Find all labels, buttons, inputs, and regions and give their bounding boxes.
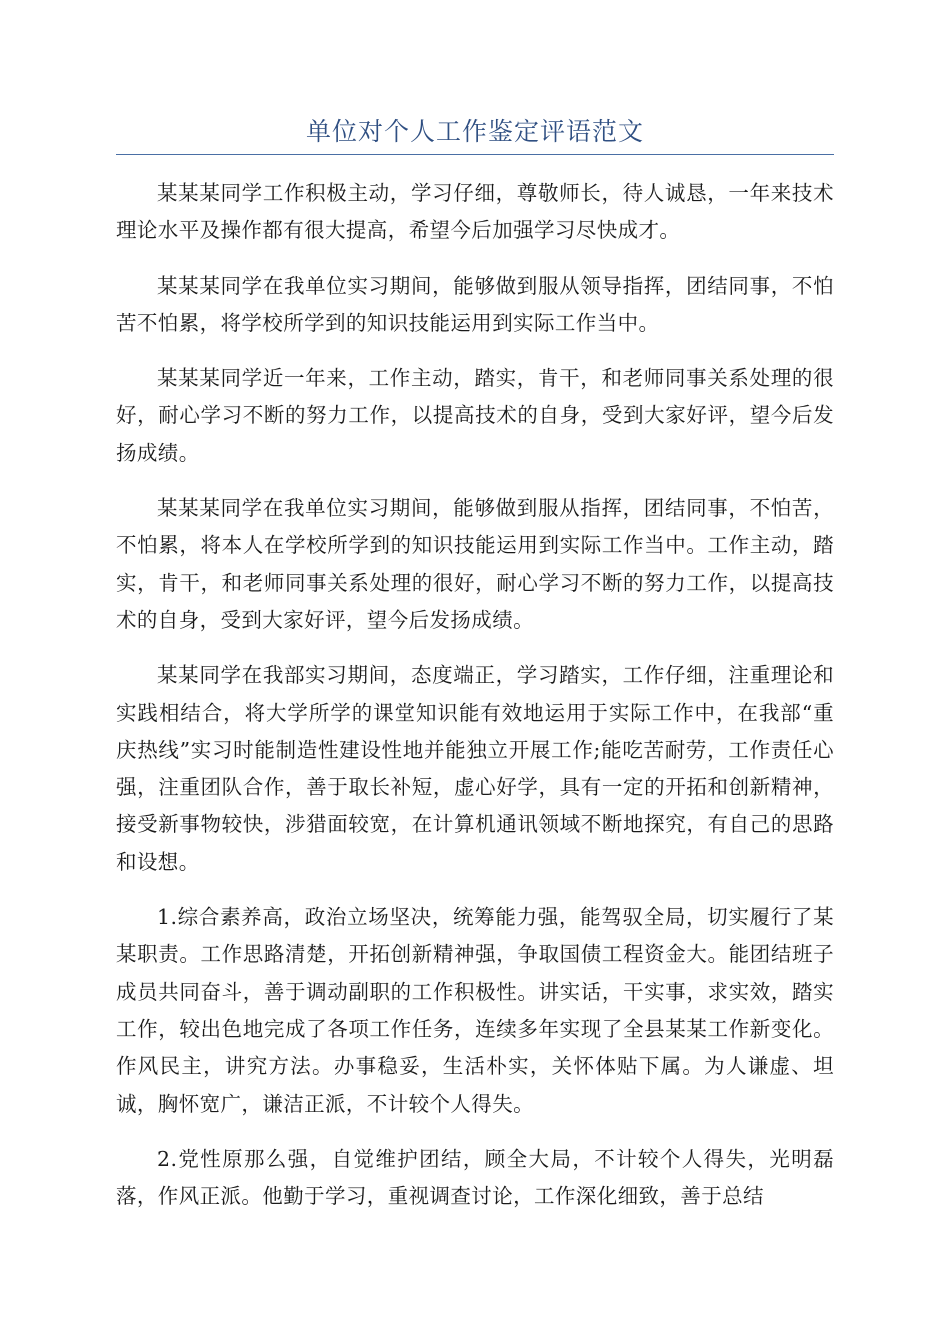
paragraph-3: 某某某同学近一年来，工作主动，踏实，肯干，和老师同事关系处理的很好，耐心学习不断的努力工作，以提高技术的自身，受到大家好评，望今后发扬成绩。 (116, 366, 834, 465)
paragraph-4: 某某某同学在我单位实习期间，能够做到服从指挥，团结同事，不怕苦，不怕累，将本人在学校所学到的知识技能运用到实际工作当中。工作主动，踏实，肯干，和老师同事关系处理的很好，耐心学习不断的努力工作，以提高技术的自身，受到大家好评，望今后发扬成绩。 (116, 496, 834, 632)
document-title: 单位对个人工作鉴定评语范文 (305, 117, 644, 146)
paragraph-6: 1.综合素养高，政治立场坚决，统筹能力强，能驾驭全局，切实履行了某某职责。工作思路清楚，开拓创新精神强，争取国债工程资金大。能团结班子成员共同奋斗，善于调动副职的工作积极性。讲实话，干实事，求实效，踏实工作，较出色地完成了各项工作任务，连续多年实现了全县某某工作新变化。作风民主，讲究方法。办事稳妥，生活朴实，关怀体贴下属。为人谦虚、坦诚，胸怀宽广，谦洁正派，不计较个人得失。 (116, 905, 834, 1116)
paragraph-5: 某某同学在我部实习期间，态度端正，学习踏实，工作仔细，注重理论和实践相结合，将大学所学的课堂知识能有效地运用于实际工作中，在我部“重庆热线”实习时能制造性建设性地并能独立开展工作;能吃苦耐劳，工作责任心强，注重团队合作，善于取长补短，虚心好学，具有一定的开拓和创新精神，接受新事物较快，涉猎面较宽，在计算机通讯领域不断地探究，有自己的思路和设想。 (116, 663, 834, 874)
paragraph-1: 某某某同学工作积极主动，学习仔细，尊敬师长，待人诚恳，一年来技术理论水平及操作都有很大提高，希望今后加强学习尽快成才。 (116, 181, 834, 243)
document-body (116, 175, 834, 1233)
paragraph-2: 某某某同学在我单位实习期间，能够做到服从领导指挥，团结同事，不怕苦不怕累，将学校所学到的知识技能运用到实际工作当中。 (116, 273, 834, 335)
title-underline (116, 154, 834, 155)
paragraph-7: 2.党性原那么强，自觉维护团结，顾全大局，不计较个人得失，光明磊落，作风正派。他勤于学习，重视调查讨论，工作深化细致，善于总结 (116, 1146, 834, 1209)
